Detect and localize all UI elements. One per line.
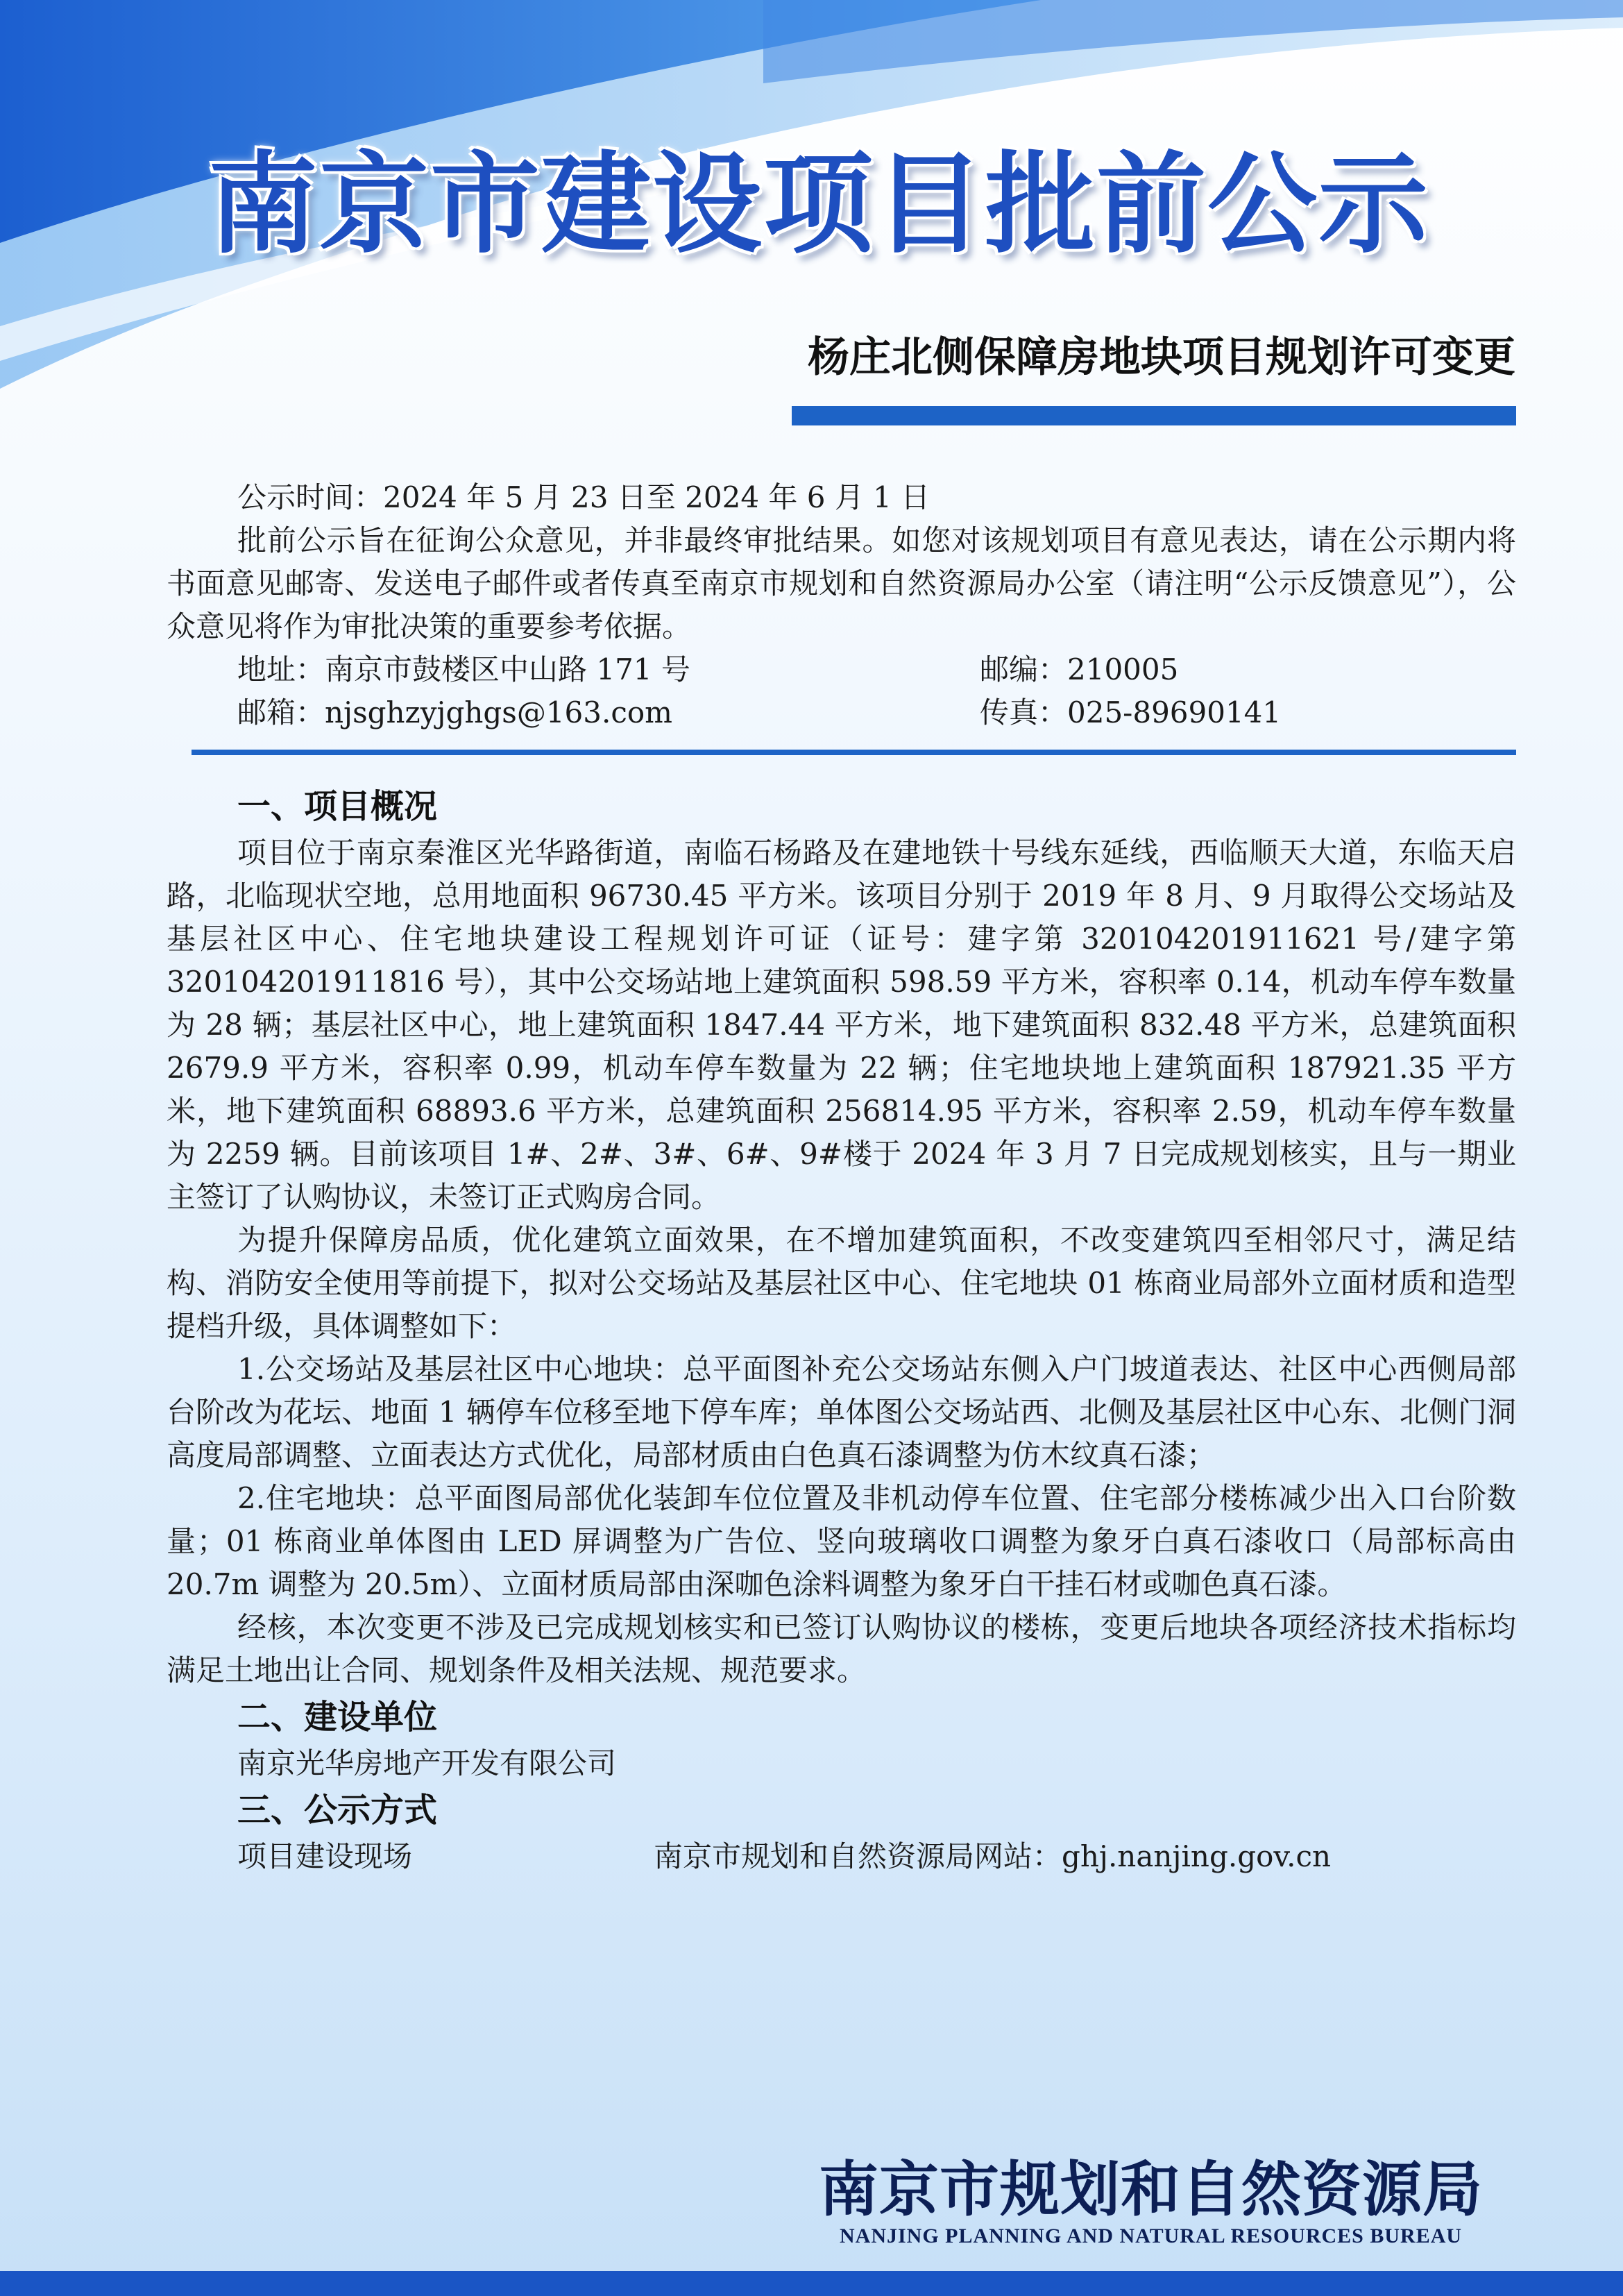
notice-content: [167, 476, 1516, 1878]
subtitle: 杨庄北侧保障房地块项目规划许可变更: [808, 333, 1515, 382]
contact-fax: 传真：025-89690141: [980, 695, 1282, 729]
section-divider: [192, 750, 1516, 755]
main-title: 南京市建设项目批前公示: [208, 140, 1429, 269]
contact-address: 地址：南京市鼓楼区中山路 171 号: [237, 652, 690, 686]
overview-paragraph-5: 经核，本次变更不涉及已完成规划核实和已签订认购协议的楼栋，变更后地块各项经济技术指标均满足土地出让合同、规划条件及相关法规、规范要求。: [167, 1610, 1516, 1687]
section-heading-method: 三、公示方式: [237, 1791, 438, 1830]
contact-postcode: 邮编：210005: [980, 652, 1179, 686]
method-onsite: 项目建设现场: [237, 1839, 413, 1873]
contact-email: 邮箱：njsghzyjghgs@163.com: [237, 695, 672, 729]
overview-paragraph-1: 项目位于南京秦淮区光华路街道，南临石杨路及在建地铁十号线东延线，西临顺天大道，东临天启路，北临现状空地，总用地面积 96730.45 平方米。该项目分别于 2019 年 8 月、9 月取得公交场站及基层社区中心、住宅地块建设工程规划许可证（证号：建字第 320104201911621 号/建字第 320104201911816 号），其中公交场站地上建筑面积 598.59 平方米，容积率 0.14，机动车停车数量为 28 辆；基层社区中心，地上建筑面积 1847.44 平方米，地下建筑面积 832.48 平方米，总建筑面积 2679.9 平方米，容积率 0.99，机动车停车数量为 22 辆；住宅地块地上建筑面积 187921.35 平方米，地下建筑面积 68893.6 平方米，总建筑面积 256814.95 平方米，容积率 2.59，机动车停车数量为 2259 辆。目前该项目 1#、2#、3#、6#、9#楼于 2024 年 3 月 7 日完成规划核实，且与一期业主签订了认购协议，未签订正式购房合同。: [167, 836, 1516, 1214]
section-heading-builder: 二、建设单位: [237, 1698, 438, 1737]
subtitle-underline-bar: [792, 406, 1516, 425]
notice-period: 公示时间：2024 年 5 月 23 日至 2024 年 6 月 1 日: [237, 480, 931, 514]
contact-row-2: [167, 691, 1516, 734]
overview-paragraph-4: 2.住宅地块：总平面图局部优化装卸车位位置及非机动停车位置、住宅部分楼栋减少出入口台阶数量；01 栋商业单体图由 LED 屏调整为广告位、竖向玻璃收口调整为象牙白真石漆收口（局部标高由 20.7m 调整为 20.5m）、立面材质局部由深咖色涂料调整为象牙白干挂石材或咖色真石漆。: [167, 1481, 1516, 1601]
section-heading-overview: 一、项目概况: [237, 787, 438, 826]
overview-paragraph-2: 为提升保障房品质，优化建筑立面效果，在不增加建筑面积，不改变建筑四至相邻尺寸，满足结构、消防安全使用等前提下，拟对公交场站及基层社区中心、住宅地块 01 栋商业局部外立面材质和造型提档升级，具体调整如下：: [167, 1223, 1516, 1343]
bottom-bar: [0, 2271, 1623, 2296]
footer-org-name: 南京市规划和自然资源局: [819, 2154, 1483, 2225]
builder-name: 南京光华房地产开发有限公司: [237, 1746, 617, 1780]
overview-paragraph-3: 1.公交场站及基层社区中心地块：总平面图补充公交场站东侧入户门坡道表达、社区中心西侧局部台阶改为花坛、地面 1 辆停车位移至地下停车库；单体图公交场站西、北侧及基层社区中心东、北侧门洞高度局部调整、立面表达方式优化，局部材质由白色真石漆调整为仿木纹真石漆；: [167, 1352, 1516, 1472]
notice-intro: 批前公示旨在征询公众意见，并非最终审批结果。如您对该规划项目有意见表达，请在公示期内将书面意见邮寄、发送电子邮件或者传真至南京市规划和自然资源局办公室（请注明“公示反馈意见”），公众意见将作为审批决策的重要参考依据。: [167, 523, 1516, 643]
footer-org-english: NANJING PLANNING AND NATURAL RESOURCES BUREAU: [840, 2225, 1463, 2247]
contact-row-1: [167, 648, 1516, 691]
method-row: [167, 1835, 1516, 1878]
method-website: 南京市规划和自然资源局网站：ghj.nanjing.gov.cn: [654, 1839, 1332, 1873]
